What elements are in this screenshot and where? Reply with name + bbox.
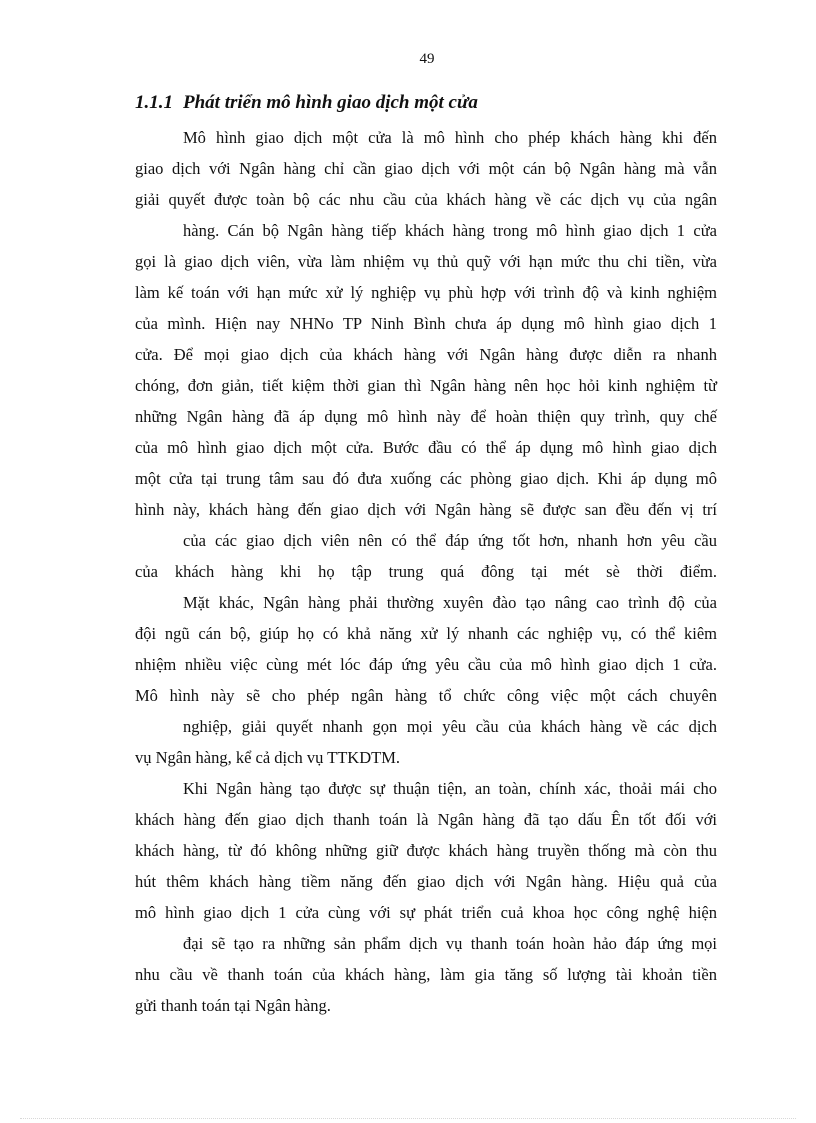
paragraph-line: của các giao dịch viên nên có thể đáp ứng tốt hơn, nhanh hơn yêu cầu <box>183 531 717 550</box>
paragraph-line: khách hàng, từ đó không những giữ được khách hàng truyền thống mà còn thu <box>135 841 717 860</box>
paragraph-line: Khi Ngân hàng tạo được sự thuận tiện, an toàn, chính xác, thoải mái cho <box>183 779 717 798</box>
paragraph-line: đội ngũ cán bộ, giúp họ có khả năng xử lý nhanh các nghiệp vụ, có thể kiêm <box>135 624 717 643</box>
paragraph-line: nghiệp, giải quyết nhanh gọn mọi yêu cầu của khách hàng về các dịch <box>183 717 717 736</box>
paragraph-line: một cửa tại trung tâm sau đó đưa xuống các phòng giao dịch. Khi áp dụng mô <box>135 469 717 488</box>
paragraph-line: Mô hình này sẽ cho phép ngân hàng tổ chức công việc một cách chuyên <box>135 686 717 705</box>
section-number: 1.1.1 <box>135 92 173 113</box>
paragraph-line: hình này, khách hàng đến giao dịch với Ngân hàng sẽ được san đều đến vị trí <box>135 500 717 519</box>
paragraph-line: cửa. Để mọi giao dịch của khách hàng với Ngân hàng được diễn ra nhanh <box>135 345 717 364</box>
paragraph-line: của mô hình giao dịch một cửa. Bước đầu có thể áp dụng mô hình giao dịch <box>135 438 717 457</box>
paragraph-line: giao dịch với Ngân hàng chỉ cần giao dịch với một cán bộ Ngân hàng mà vẫn <box>135 159 717 178</box>
paragraph-line: những Ngân hàng đã áp dụng mô hình này để hoàn thiện quy trình, quy chế <box>135 407 717 426</box>
paragraph-line: của mình. Hiện nay NHNo TP Ninh Bình chưa áp dụng mô hình giao dịch 1 <box>135 314 717 333</box>
paragraph-line: chóng, đơn giản, tiết kiệm thời gian thì Ngân hàng nên học hỏi kinh nghiệm từ <box>135 376 717 395</box>
section-heading <box>135 92 735 114</box>
paragraph-line: nhu cầu về thanh toán của khách hàng, làm gia tăng số lượng tài khoản tiền <box>135 965 717 984</box>
paragraph-line: khách hàng đến giao dịch thanh toán là Ngân hàng đã tạo dấu Ên tốt đối với <box>135 810 717 829</box>
paragraph-line: hút thêm khách hàng tiềm năng đến giao dịch với Ngân hàng. Hiệu quả của <box>135 872 717 891</box>
paragraph-line: đại sẽ tạo ra những sản phẩm dịch vụ thanh toán hoàn hảo đáp ứng mọi <box>183 934 717 953</box>
section-title: Phát triển mô hình giao dịch một cửa <box>183 92 478 113</box>
paragraph-line: gọi là giao dịch viên, vừa làm nhiệm vụ thủ quỹ với hạn mức thu chi tiền, vừa <box>135 252 717 271</box>
paragraph-line: mô hình giao dịch 1 cửa cùng với sự phát triển cuả khoa học công nghệ hiện <box>135 903 717 922</box>
paragraph-line: giải quyết được toàn bộ các nhu cầu của khách hàng về các dịch vụ của ngân <box>135 190 717 209</box>
paragraph-line: vụ Ngân hàng, kể cả dịch vụ TTKDTM. <box>135 748 401 767</box>
paragraph-line: nhiệm nhiều việc cùng mét lóc đáp ứng yêu cầu của mô hình giao dịch 1 cửa. <box>135 655 717 674</box>
paragraph-line: Mô hình giao dịch một cửa là mô hình cho phép khách hàng khi đến <box>183 128 717 147</box>
paragraph-line: làm kế toán với hạn mức xử lý nghiệp vụ phù hợp với trình độ và kinh nghiệm <box>135 283 717 302</box>
paragraph-line: hàng. Cán bộ Ngân hàng tiếp khách hàng trong mô hình giao dịch 1 cửa <box>183 221 717 240</box>
page-bottom-rule <box>20 1118 796 1119</box>
paragraph-line: gửi thanh toán tại Ngân hàng. <box>135 996 331 1015</box>
paragraph-line: Mặt khác, Ngân hàng phải thường xuyên đào tạo nâng cao trình độ của <box>183 593 717 612</box>
paragraph-line: của khách hàng khi họ tập trung quá đông tại mét sè thời điểm. <box>135 562 717 581</box>
page-number: 49 <box>419 51 435 67</box>
